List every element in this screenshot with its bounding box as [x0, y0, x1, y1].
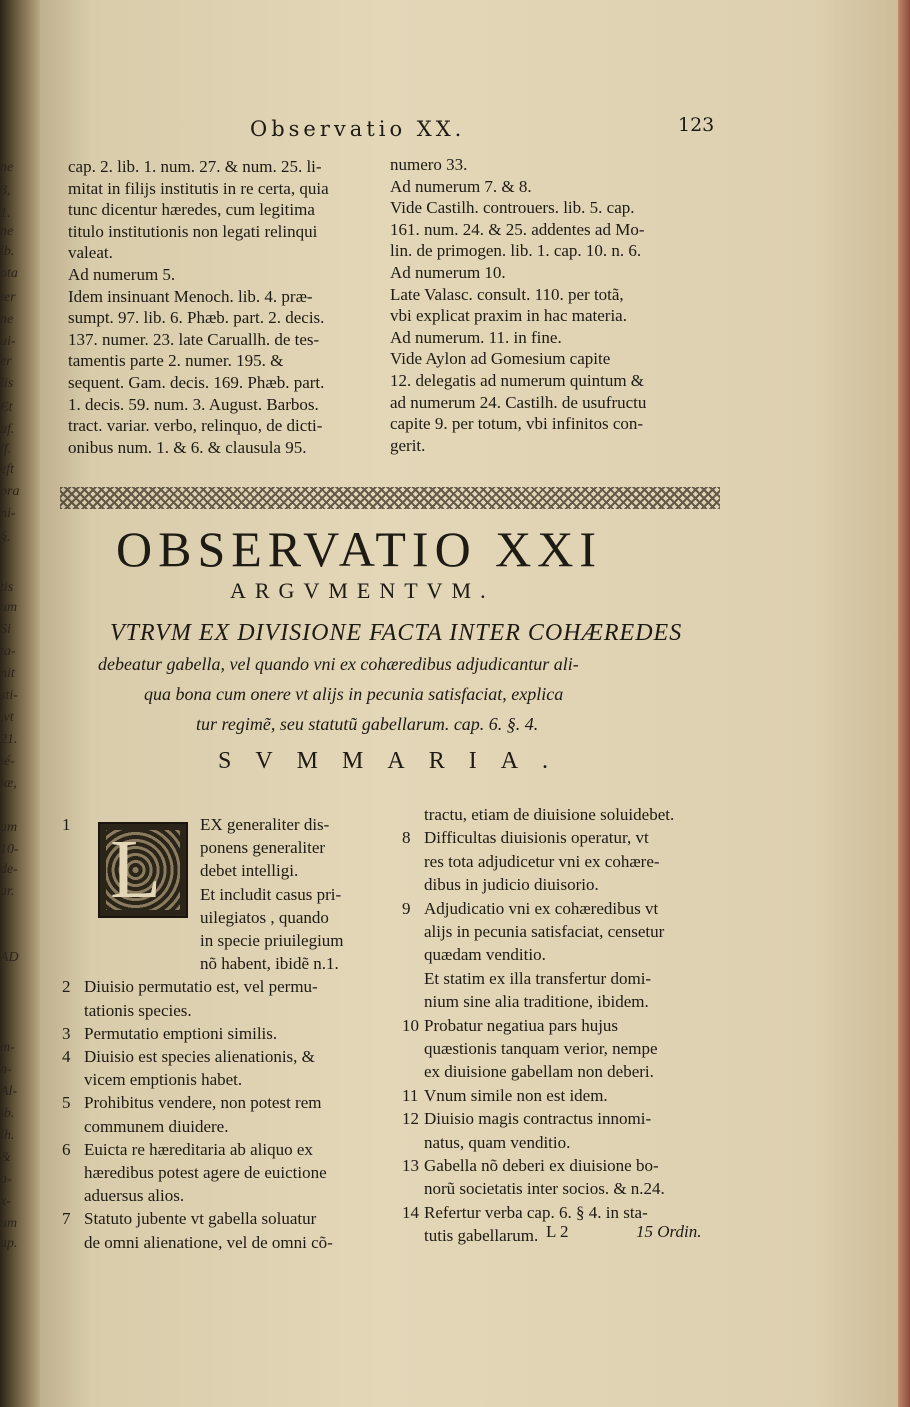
summary-line: tationis species.	[84, 1000, 192, 1020]
running-header: Observatio XX.	[250, 117, 466, 141]
summary-line: communem diuidere.	[84, 1116, 229, 1136]
text-line: sequent. Gam. decis. 169. Phæb. part.	[68, 372, 325, 392]
facing-margin-fragment: am	[0, 820, 18, 835]
summary-number: 8	[402, 828, 411, 848]
argumentum-heading: ARGVMENTVM.	[230, 578, 495, 603]
facing-margin-fragment: té-	[0, 754, 15, 769]
facing-margin-fragment: ar.	[0, 884, 15, 899]
facing-margin-fragment: ui-	[0, 334, 16, 349]
facing-margin-fragment: Et	[0, 400, 13, 415]
facing-margin-fragment: er	[0, 354, 12, 369]
summary-line: ex diuisione gabellam non deberi.	[424, 1062, 654, 1082]
page-edge	[898, 0, 910, 1407]
summary-line: tutis gabellarum.	[424, 1226, 539, 1246]
summary-number: 6	[62, 1139, 71, 1159]
summary-line: vicem emptionis habet.	[84, 1070, 243, 1090]
facing-margin-fragment: AD	[0, 950, 19, 965]
facing-margin-fragment: ter	[0, 290, 16, 305]
text-line: cap. 2. lib. 1. num. 27. & num. 25. li-	[68, 157, 322, 176]
summary-line: aduersus alios.	[84, 1186, 185, 1206]
text-line: numero 33.	[390, 155, 468, 174]
summary-line: alijs in pecunia satisfaciat, censetur	[424, 922, 665, 941]
facing-margin-fragment: m-	[0, 1040, 15, 1055]
text-line: titulo institutionis non legati relinqui	[68, 221, 318, 241]
facing-margin-fragment: tæ,	[0, 776, 17, 791]
text-line: vbi explicat praxim in hac materia.	[390, 306, 627, 326]
facing-margin-fragment: pra	[0, 484, 20, 499]
facing-margin-fragment: ne	[0, 224, 14, 239]
facing-margin-fragment: af.	[0, 422, 15, 437]
summary-line: Probatur negatiua pars hujus	[424, 1015, 619, 1035]
facing-margin-fragment: ib.	[0, 244, 15, 259]
facing-margin-fragment: ap.	[0, 1236, 18, 1251]
text-line: 12. delegatis ad numerum quintum &	[390, 370, 645, 390]
facing-margin-fragment: eft	[0, 462, 14, 477]
summary-number: 7	[62, 1209, 71, 1229]
facing-margin-fragment: ib.	[0, 1106, 15, 1121]
summary-line: uilegiatos , quando	[200, 907, 329, 927]
text-line: lin. de primogen. lib. 1. cap. 10. n. 6.	[390, 241, 642, 261]
summary-line: tractu, etiam de diuisione soluidebet.	[424, 805, 675, 824]
facing-margin-fragment: 10-	[0, 842, 19, 857]
facing-margin-fragment: de-	[0, 862, 18, 877]
summary-line: dibus in judicio diuisorio.	[424, 875, 599, 895]
summary-line: Et includit casus pri-	[200, 884, 342, 904]
text-line: tract. variar. verbo, relinquo, de dicti-	[68, 416, 323, 436]
summary-number: 14	[402, 1202, 419, 1222]
argumentum-line: VTRVM EX DIVISIONE FACTA INTER COHÆREDES	[110, 620, 683, 646]
facing-margin-fragment: ta-	[0, 644, 16, 659]
text-line: ad numerum 24. Castilh. de usufructu	[390, 392, 647, 412]
facing-margin-fragment: ni-	[0, 506, 16, 521]
page-number: 123	[678, 114, 715, 136]
summary-number: 5	[62, 1093, 71, 1113]
text-line: gerit.	[390, 435, 426, 455]
text-line: tamentis parte 2. numer. 195. &	[68, 351, 284, 371]
text-line: tunc dicentur hæredes, cum legitima	[68, 200, 315, 220]
summary-number: 10	[402, 1015, 419, 1035]
facing-margin-fragment: Al-	[0, 1084, 18, 1099]
observation-title: OBSERVATIO XXI	[116, 521, 603, 577]
text-line: Vide Aylon ad Gomesium capite	[390, 349, 611, 369]
summary-line: Vnum simile non est idem.	[424, 1085, 608, 1105]
summary-line: ponens generaliter	[200, 838, 326, 858]
facing-margin-fragment: 21.	[0, 732, 18, 747]
right-column	[390, 154, 646, 456]
summary-line: nõ habent, ibidẽ n.1.	[200, 954, 339, 974]
summary-line: natus, quam venditio.	[424, 1132, 571, 1152]
text-line: Vide Castilh. controuers. lib. 5. cap.	[390, 198, 635, 218]
argumentum-line: qua bona cum onere vt alijs in pecunia satisfaciat, explica	[144, 684, 564, 704]
text-line: Ad numerum. 11. in fine.	[390, 327, 562, 347]
summary-number: 2	[62, 977, 71, 997]
facing-margin-fragment: &	[0, 1150, 11, 1165]
facing-margin-fragment: ff.	[0, 442, 12, 457]
summary-number: 13	[402, 1156, 419, 1175]
summary-number: 9	[402, 898, 411, 918]
summary-line: Diuisio permutatio est, vel permu-	[84, 977, 318, 997]
summary-line: norũ societatis inter socios. & n.24.	[424, 1179, 665, 1199]
summary-line: Adjudicatio vni ex cohæredibus vt	[424, 898, 659, 918]
text-line: mitat in filijs institutis in re certa, quia	[68, 178, 329, 198]
summary-line: res tota adjudicetur vni ex cohære-	[424, 851, 660, 871]
facing-margin-fragment: ,vt	[0, 710, 14, 725]
facing-margin-fragment: um	[0, 1216, 18, 1231]
facing-margin-fragment: ne	[0, 312, 14, 327]
facing-margin-fragment: lis	[0, 376, 14, 391]
initial-letter: L	[110, 823, 162, 916]
facing-margin-fragment: lh.	[0, 1128, 15, 1143]
summary-line: EX generaliter dis-	[200, 815, 330, 834]
left-column	[68, 156, 329, 458]
text-line: Idem insinuant Menoch. lib. 4. præ-	[68, 286, 313, 306]
summary-line: Et statim ex illa transfertur domi-	[424, 968, 652, 988]
text-line: Ad numerum 7. & 8.	[390, 176, 532, 196]
summary-line: de omni alienatione, vel de omni cõ-	[84, 1232, 333, 1252]
text-line: Ad numerum 10.	[390, 262, 506, 282]
text-line: Ad numerum 5.	[68, 264, 176, 284]
facing-margin-fragment: ne	[0, 160, 14, 175]
summary-line: nium sine alia traditione, ibidem.	[424, 992, 649, 1012]
facing-margin-fragment: x-	[0, 1194, 11, 1209]
summaria-heading: SVMMARIA.	[218, 748, 573, 774]
facing-margin-fragment: 1.	[0, 206, 11, 221]
facing-margin-fragment: nit	[0, 666, 15, 681]
facing-margin-fragment: sti-	[0, 688, 18, 703]
argumentum-line: debeatur gabella, vel quando vni ex cohæredibus adjudicantur ali-	[98, 654, 579, 674]
summary-line: Prohibitus vendere, non potest rem	[84, 1093, 322, 1113]
summary-number: 4	[62, 1047, 71, 1066]
summary-line: quæstionis tanquam verior, nempe	[424, 1039, 658, 1058]
text-line: onibus num. 1. & 6. & clausula 95.	[68, 437, 307, 457]
facing-margin-fragment: §.	[0, 530, 11, 545]
facing-margin-fragment: 8,	[0, 183, 11, 198]
catchword: 15 Ordin.	[636, 1222, 702, 1241]
summary-line: Statuto jubente vt gabella soluatur	[84, 1209, 317, 1229]
signature-mark: L 2	[546, 1222, 569, 1241]
summary-line: Refertur verba cap. 6. § 4. in sta-	[424, 1202, 648, 1222]
facing-margin-fragment: tis	[0, 580, 14, 595]
text-line: valeat.	[68, 243, 113, 263]
facing-margin-fragment: a-	[0, 1172, 12, 1187]
facing-page-strip	[0, 0, 40, 1407]
decorated-initial	[98, 822, 188, 918]
text-line: 161. num. 24. & 25. addentes ad Mo-	[390, 219, 645, 239]
summary-number: 12	[402, 1109, 419, 1129]
argumentum-line: tur regimẽ, seu statutũ gabellarum. cap. 6. §. 4.	[196, 714, 539, 734]
text-line: Late Valasc. consult. 110. per totã,	[390, 284, 624, 304]
summary-line: Diuisio est species alienationis, &	[84, 1047, 315, 1066]
summary-line: Difficultas diuisionis operatur, vt	[424, 828, 649, 848]
summary-number: 1	[62, 815, 71, 834]
summary-line: Permutatio emptioni similis.	[84, 1023, 278, 1043]
facing-margin-fragment: um	[0, 600, 18, 615]
summary-number: 3	[62, 1023, 71, 1043]
text-line: capite 9. per totum, vbi infinitos con-	[390, 414, 644, 434]
summary-line: Diuisio magis contractus innomi-	[424, 1109, 652, 1129]
summary-number: 11	[402, 1085, 419, 1105]
text-line: 1. decis. 59. num. 3. August. Barbos.	[68, 394, 319, 414]
summary-line: hæredibus potest agere de euictione	[84, 1163, 327, 1182]
summary-line: debet intelligi.	[200, 861, 299, 881]
facing-margin-fragment: ota	[0, 266, 18, 281]
summary-line: in specie priuilegium	[200, 931, 344, 950]
facing-margin-fragment: n-	[0, 1062, 12, 1077]
ornamental-rule	[60, 487, 720, 509]
text-line: sumpt. 97. lib. 6. Phæb. part. 2. decis.	[68, 308, 325, 328]
summary-line: Gabella nõ deberi ex diuisione bo-	[424, 1156, 659, 1175]
text-line: 137. numer. 23. late Caruallh. de tes-	[68, 329, 320, 349]
summary-line: Euicta re hæreditaria ab aliquo ex	[84, 1139, 313, 1159]
summary-line: quædam venditio.	[424, 945, 546, 965]
facing-margin-fragment: Si	[0, 622, 11, 637]
